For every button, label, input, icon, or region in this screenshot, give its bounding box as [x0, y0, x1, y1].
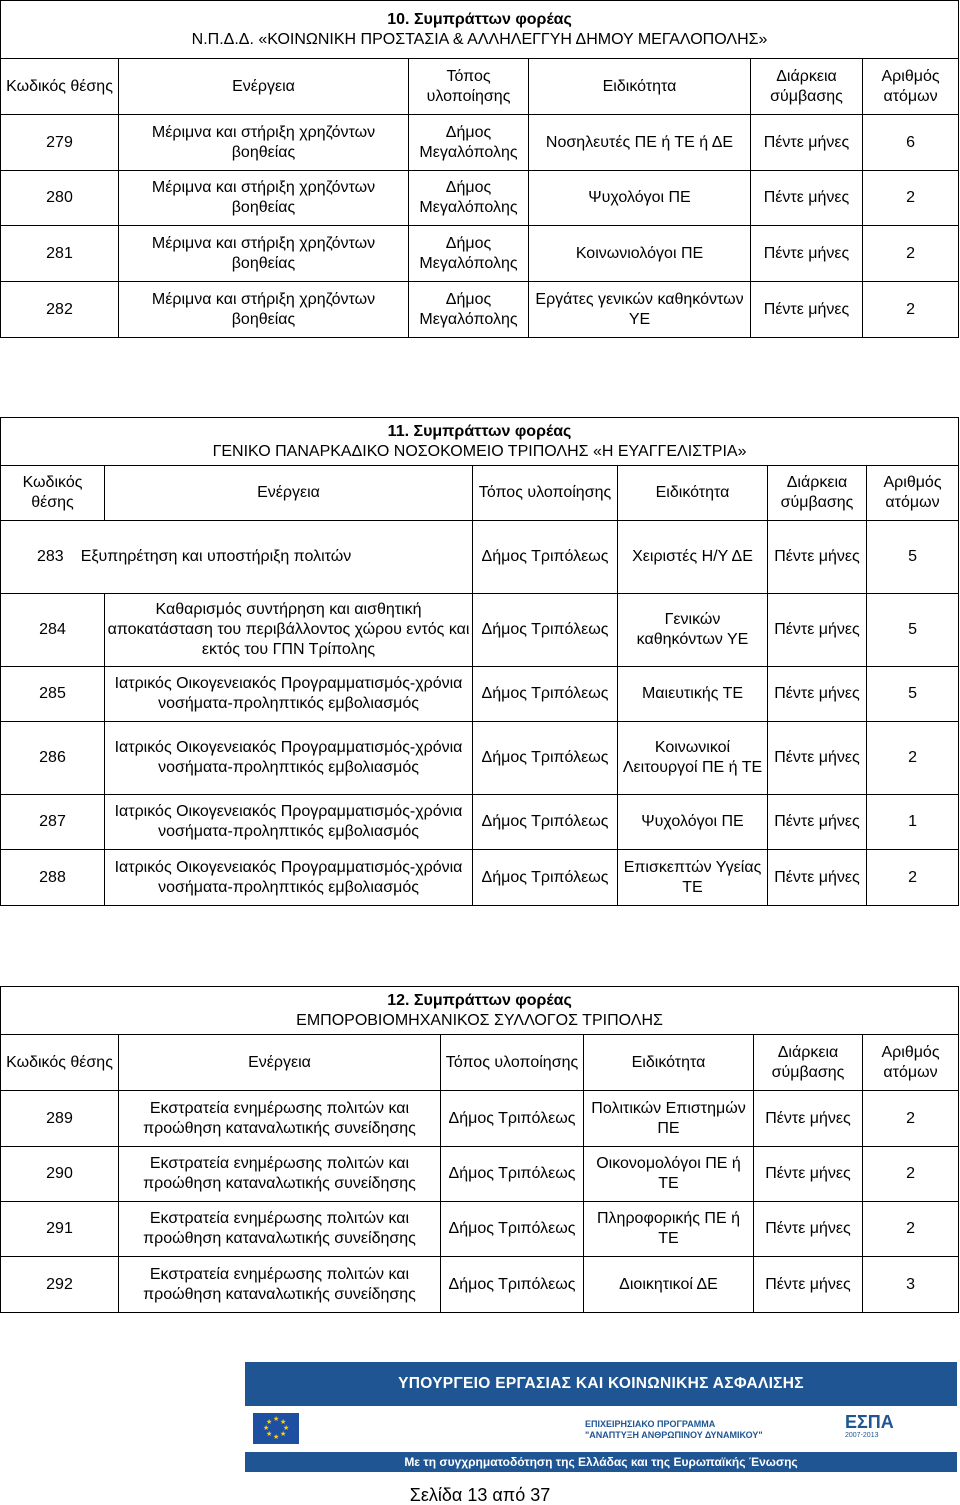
header-action: Ενέργεια — [119, 59, 409, 115]
cell-location: Δήμος Τριπόλεως — [473, 850, 618, 906]
cell-location: Δήμος Τριπόλεως — [473, 795, 618, 850]
table-row — [1, 1147, 959, 1202]
espa-logo — [845, 1413, 909, 1445]
table-row — [1, 722, 959, 795]
header-duration: Διάρκεια σύμβασης — [751, 59, 863, 115]
cell-location: Δήμος Μεγαλόπολης — [409, 282, 529, 338]
cell-count: 5 — [867, 521, 959, 594]
table-row — [1, 282, 959, 338]
table-row — [1, 850, 959, 906]
cell-location: Δήμος Τριπόλεως — [441, 1257, 584, 1313]
table-row — [1, 1257, 959, 1313]
cell-count: 2 — [863, 1202, 959, 1257]
header-action: Ενέργεια — [119, 1035, 441, 1091]
header-row — [1, 466, 959, 521]
section-subtitle: ΕΜΠΟΡΟΒΙΟΜΗΧΑΝΙΚΟΣ ΣΥΛΛΟΓΟΣ ΤΡΙΠΟΛΗΣ — [296, 1011, 663, 1029]
cell-specialty: Χειριστές Η/Υ ΔΕ — [618, 521, 768, 594]
header-count: Αριθμός ατόμων — [863, 1035, 959, 1091]
table-row — [1, 226, 959, 282]
program-line-1: ΕΠΙΧΕΙΡΗΣΙΑΚΟ ΠΡΟΓΡΑΜΜΑ — [585, 1419, 716, 1429]
operational-program-logo — [585, 1419, 763, 1441]
cell-code: 280 — [1, 171, 119, 226]
page-number: Σελίδα 13 από 37 — [409, 1485, 551, 1505]
section-title: 12. Συμπράττων φορέας — [387, 991, 572, 1009]
header-row — [1, 59, 959, 115]
header-specialty: Ειδικότητα — [529, 59, 751, 115]
header-code: Κωδικός θέσης — [1, 1035, 119, 1091]
section-subtitle: Ν.Π.Δ.Δ. «ΚΟΙΝΩΝΙΚΗ ΠΡΟΣΤΑΣΙΑ & ΑΛΛΗΛΕΓΓΥΗ ΔΗΜΟΥ ΜΕΓΑΛΟΠΟΛΗΣ» — [191, 30, 768, 48]
cell-code: 281 — [1, 226, 119, 282]
cell-count: 1 — [867, 795, 959, 850]
cell-action: Εξυπηρέτηση και υποστήριξη πολιτών — [80, 548, 352, 565]
cell-action: Ιατρικός Οικογενειακός Προγραμματισμός-χρόνια νοσήματα-προληπτικός εμβολιασμός — [105, 722, 473, 795]
cell-code: 288 — [1, 850, 105, 906]
section-title: 10. Συμπράττων φορέας — [387, 10, 572, 28]
section-title: 11. Συμπράττων φορέας — [387, 422, 572, 440]
cell-count: 5 — [867, 594, 959, 667]
cell-duration: Πέντε μήνες — [768, 521, 867, 594]
cofunding-bar: Με τη συγχρηματοδότηση της Ελλάδας και της Ευρωπαϊκής Ένωσης — [245, 1452, 957, 1472]
espa-title: ΕΣΠΑ — [845, 1412, 894, 1432]
cell-specialty: Εργάτες γενικών καθηκόντων ΥΕ — [529, 282, 751, 338]
cell-action: Μέριμνα και στήριξη χρηζόντων βοηθείας — [119, 282, 409, 338]
header-location: Τόπος υλοποίησης — [473, 466, 618, 521]
cell-code: 291 — [1, 1202, 119, 1257]
section-10-table — [0, 0, 959, 338]
cell-location: Δήμος Τριπόλεως — [441, 1147, 584, 1202]
cell-action: Εκστρατεία ενημέρωσης πολιτών και προώθηση καταναλωτικής συνείδησης — [119, 1091, 441, 1147]
cell-action: Ιατρικός Οικογενειακός Προγραμματισμός-χρόνια νοσήματα-προληπτικός εμβολιασμός — [105, 850, 473, 906]
cell-specialty: Διοικητικοί ΔΕ — [584, 1257, 754, 1313]
cell-code: 287 — [1, 795, 105, 850]
cell-duration: Πέντε μήνες — [754, 1257, 863, 1313]
table-row — [1, 667, 959, 722]
cell-specialty: Ψυχολόγοι ΠΕ — [529, 171, 751, 226]
cell-code: 290 — [1, 1147, 119, 1202]
cell-duration: Πέντε μήνες — [768, 850, 867, 906]
cell-action: Μέριμνα και στήριξη χρηζόντων βοηθείας — [119, 226, 409, 282]
cell-code: 289 — [1, 1091, 119, 1147]
header-row — [1, 1035, 959, 1091]
cell-action: Καθαρισμός συντήρηση και αισθητική αποκατάσταση του περιβάλλοντος χώρου εντός και εκτός του ΓΠΝ Τρίπολης — [105, 594, 473, 667]
ministry-bar: ΥΠΟΥΡΓΕΙΟ ΕΡΓΑΣΙΑΣ ΚΑΙ ΚΟΙΝΩΝΙΚΗΣ ΑΣΦΑΛΙΣΗΣ — [245, 1362, 957, 1406]
table-row — [1, 1091, 959, 1147]
table-row — [1, 594, 959, 667]
logos-row — [245, 1406, 957, 1452]
cell-location: Δήμος Μεγαλόπολης — [409, 226, 529, 282]
cell-location: Δήμος Τριπόλεως — [473, 722, 618, 795]
header-location: Τόπος υλοποίησης — [441, 1035, 584, 1091]
section-12-title-cell — [1, 987, 959, 1035]
cell-specialty: Νοσηλευτές ΠΕ ή ΤΕ ή ΔΕ — [529, 115, 751, 171]
cell-duration: Πέντε μήνες — [754, 1147, 863, 1202]
cell-specialty: Κοινωνικοί Λειτουργοί ΠΕ ή ΤΕ — [618, 722, 768, 795]
table-row — [1, 1202, 959, 1257]
cell-count: 5 — [867, 667, 959, 722]
header-action: Ενέργεια — [105, 466, 473, 521]
header-code: Κωδικός θέσης — [1, 59, 119, 115]
cell-count: 2 — [867, 850, 959, 906]
cell-specialty: Ψυχολόγοι ΠΕ — [618, 795, 768, 850]
cell-specialty: Επισκεπτών Υγείας ΤΕ — [618, 850, 768, 906]
cell-count: 2 — [867, 722, 959, 795]
section-12-table — [0, 986, 959, 1313]
table-row — [1, 795, 959, 850]
cell-count: 3 — [863, 1257, 959, 1313]
section-10-title-cell — [1, 1, 959, 59]
cell-specialty: Οικονομολόγοι ΠΕ ή ΤΕ — [584, 1147, 754, 1202]
eu-flag-icon: ★ ★ ★ ★ ★ ★ ★ ★ — [253, 1413, 299, 1444]
header-specialty: Ειδικότητα — [618, 466, 768, 521]
funding-banner — [245, 1362, 957, 1472]
table-row — [1, 115, 959, 171]
cell-specialty: Πληροφορικής ΠΕ ή ΤΕ — [584, 1202, 754, 1257]
cell-action: Μέριμνα και στήριξη χρηζόντων βοηθείας — [119, 171, 409, 226]
header-duration: Διάρκεια σύμβασης — [754, 1035, 863, 1091]
program-line-2: "ΑΝΑΠΤΥΞΗ ΑΝΘΡΩΠΙΝΟΥ ΔΥΝΑΜΙΚΟΥ" — [585, 1430, 763, 1440]
cell-count: 2 — [863, 1091, 959, 1147]
cell-code: 285 — [1, 667, 105, 722]
section-subtitle: ΓΕΝΙΚΟ ΠΑΝΑΡΚΑΔΙΚΟ ΝΟΣΟΚΟΜΕΙΟ ΤΡΙΠΟΛΗΣ «Η ΕΥΑΓΓΕΛΙΣΤΡΙΑ» — [212, 442, 747, 460]
cell-duration: Πέντε μήνες — [754, 1202, 863, 1257]
header-specialty: Ειδικότητα — [584, 1035, 754, 1091]
cell-specialty: Πολιτικών Επιστημών ΠΕ — [584, 1091, 754, 1147]
header-count: Αριθμός ατόμων — [867, 466, 959, 521]
cell-action: Ιατρικός Οικογενειακός Προγραμματισμός-χρόνια νοσήματα-προληπτικός εμβολιασμός — [105, 667, 473, 722]
cell-specialty: Κοινωνιολόγοι ΠΕ — [529, 226, 751, 282]
cell-duration: Πέντε μήνες — [754, 1091, 863, 1147]
cell-duration: Πέντε μήνες — [768, 667, 867, 722]
cell-location: Δήμος Μεγαλόπολης — [409, 115, 529, 171]
cell-location: Δήμος Μεγαλόπολης — [409, 171, 529, 226]
table-row — [1, 171, 959, 226]
cell-location: Δήμος Τριπόλεως — [441, 1202, 584, 1257]
cell-count: 2 — [863, 282, 959, 338]
cell-location: Δήμος Τριπόλεως — [473, 521, 618, 594]
header-code: Κωδικός θέσης — [1, 466, 105, 521]
header-duration: Διάρκεια σύμβασης — [768, 466, 867, 521]
cell-duration: Πέντε μήνες — [751, 115, 863, 171]
cell-location: Δήμος Τριπόλεως — [473, 594, 618, 667]
cell-action: Ιατρικός Οικογενειακός Προγραμματισμός-χρόνια νοσήματα-προληπτικός εμβολιασμός — [105, 795, 473, 850]
cell-action: Μέριμνα και στήριξη χρηζόντων βοηθείας — [119, 115, 409, 171]
cell-specialty: Γενικών καθηκόντων ΥΕ — [618, 594, 768, 667]
cell-location: Δήμος Τριπόλεως — [441, 1091, 584, 1147]
cell-count: 2 — [863, 226, 959, 282]
cell-action: Εκστρατεία ενημέρωσης πολιτών και προώθηση καταναλωτικής συνείδησης — [119, 1257, 441, 1313]
cell-action: Εκστρατεία ενημέρωσης πολιτών και προώθηση καταναλωτικής συνείδησης — [119, 1147, 441, 1202]
cell-count: 2 — [863, 1147, 959, 1202]
cell-code: 286 — [1, 722, 105, 795]
cell-code-action — [1, 521, 473, 594]
cell-action: Εκστρατεία ενημέρωσης πολιτών και προώθηση καταναλωτικής συνείδησης — [119, 1202, 441, 1257]
section-11-title-cell — [1, 418, 959, 466]
cell-count: 6 — [863, 115, 959, 171]
cell-count: 2 — [863, 171, 959, 226]
espa-years: 2007-2013 — [845, 1432, 879, 1439]
cell-duration: Πέντε μήνες — [768, 594, 867, 667]
cell-duration: Πέντε μήνες — [768, 795, 867, 850]
cell-duration: Πέντε μήνες — [751, 226, 863, 282]
cell-duration: Πέντε μήνες — [751, 171, 863, 226]
header-location: Τόπος υλοποίησης — [409, 59, 529, 115]
header-count: Αριθμός ατόμων — [863, 59, 959, 115]
cell-code: 284 — [1, 594, 105, 667]
cell-code: 283 — [37, 548, 64, 565]
cell-code: 282 — [1, 282, 119, 338]
section-11-table — [0, 417, 959, 906]
cell-location: Δήμος Τριπόλεως — [473, 667, 618, 722]
cell-specialty: Μαιευτικής ΤΕ — [618, 667, 768, 722]
table-row — [1, 521, 959, 594]
cell-code: 292 — [1, 1257, 119, 1313]
cell-duration: Πέντε μήνες — [768, 722, 867, 795]
cell-code: 279 — [1, 115, 119, 171]
cell-duration: Πέντε μήνες — [751, 282, 863, 338]
